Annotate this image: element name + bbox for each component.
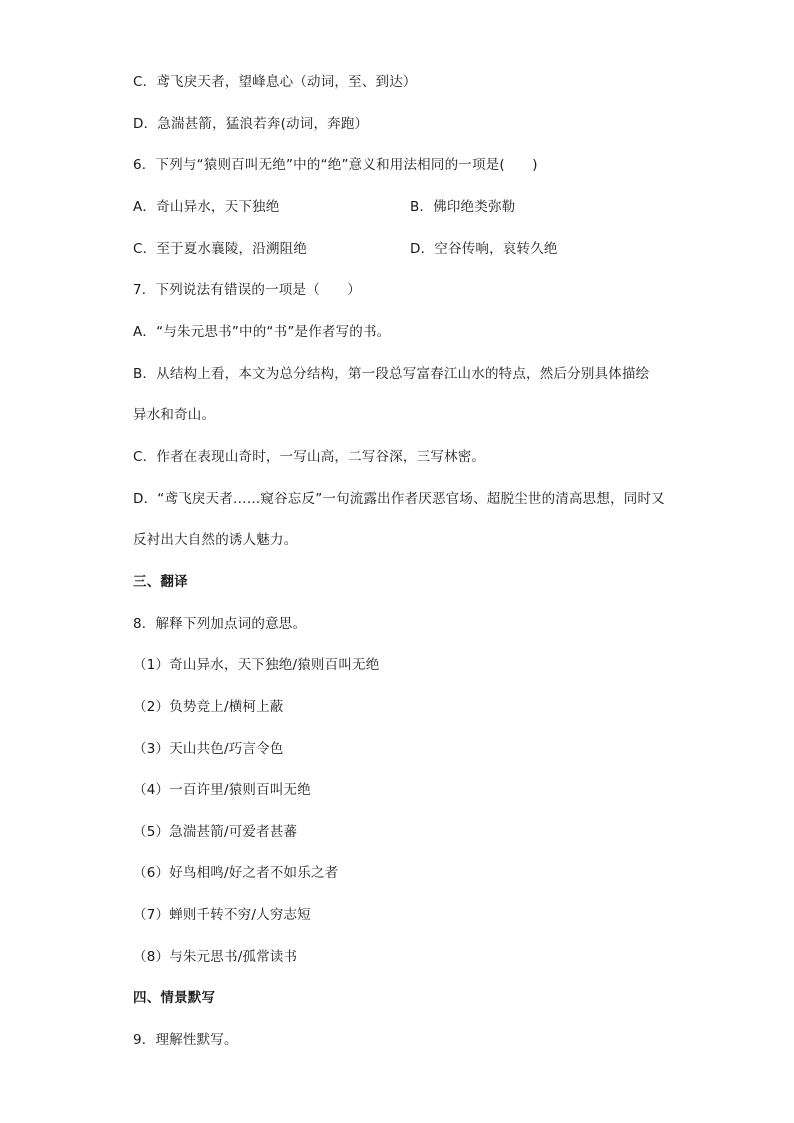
- option-c-q7: C．作者在表现山奇时，一写山高，二写谷深，三写林密。: [133, 449, 486, 465]
- q8-item-4: （4）一百许里/猿则百叫无绝: [133, 782, 311, 798]
- question-7: 7．下列说法有错误的一项是（ ）: [133, 282, 361, 298]
- q8-item-7: （7）蝉则千转不穷/人穷志短: [133, 907, 311, 923]
- option-c-q6: C．至于夏水襄陵，沿溯阻绝: [133, 241, 308, 257]
- option-b-q7: B．从结构上看，本文为总分结构，第一段总写富春江山水的特点，然后分别具体描绘: [133, 366, 650, 382]
- q8-item-1: （1）奇山异水，天下独绝/猿则百叫无绝: [133, 657, 380, 673]
- option-d-q5: D．急湍甚箭，猛浪若奔(动词，奔跑）: [133, 116, 369, 132]
- question-6: 6．下列与“猿则百叫无绝”中的“绝”意义和用法相同的一项是( ): [133, 157, 538, 173]
- section-heading-dictation: 四、情景默写: [133, 990, 216, 1006]
- section-heading-translate: 三、翻译: [133, 574, 188, 590]
- question-8: 8．解释下列加点词的意思。: [133, 616, 307, 632]
- option-d-q6: D．空谷传响，哀转久绝: [410, 241, 558, 257]
- option-a-q7: A．“与朱元思书”中的“书”是作者写的书。: [133, 324, 391, 340]
- option-d-q7-cont: 反衬出大自然的诱人魅力。: [133, 532, 298, 548]
- q8-item-2: （2）负势竞上/横柯上蔽: [133, 699, 284, 715]
- q8-item-8: （8）与朱元思书/孤常读书: [133, 949, 298, 965]
- q8-item-6: （6）好鸟相鸣/好之者不如乐之者: [133, 865, 339, 881]
- question-9: 9．理解性默写。: [133, 1032, 238, 1048]
- option-c-q5: C．鸢飞戾天者，望峰息心（动词，至、到达）: [133, 74, 417, 90]
- option-a-q6: A．奇山异水，天下独绝: [133, 199, 280, 215]
- option-b-q6: B．佛印绝类弥勒: [410, 199, 516, 215]
- q8-item-3: （3）天山共色/巧言令色: [133, 741, 284, 757]
- q8-item-5: （5）急湍甚箭/可爱者甚蕃: [133, 824, 298, 840]
- option-b-q7-cont: 异水和奇山。: [133, 407, 216, 423]
- option-d-q7: D．“鸢飞戾天者……窥谷忘反”一句流露出作者厌恶官场、超脱尘世的清高思想，同时又: [133, 491, 665, 507]
